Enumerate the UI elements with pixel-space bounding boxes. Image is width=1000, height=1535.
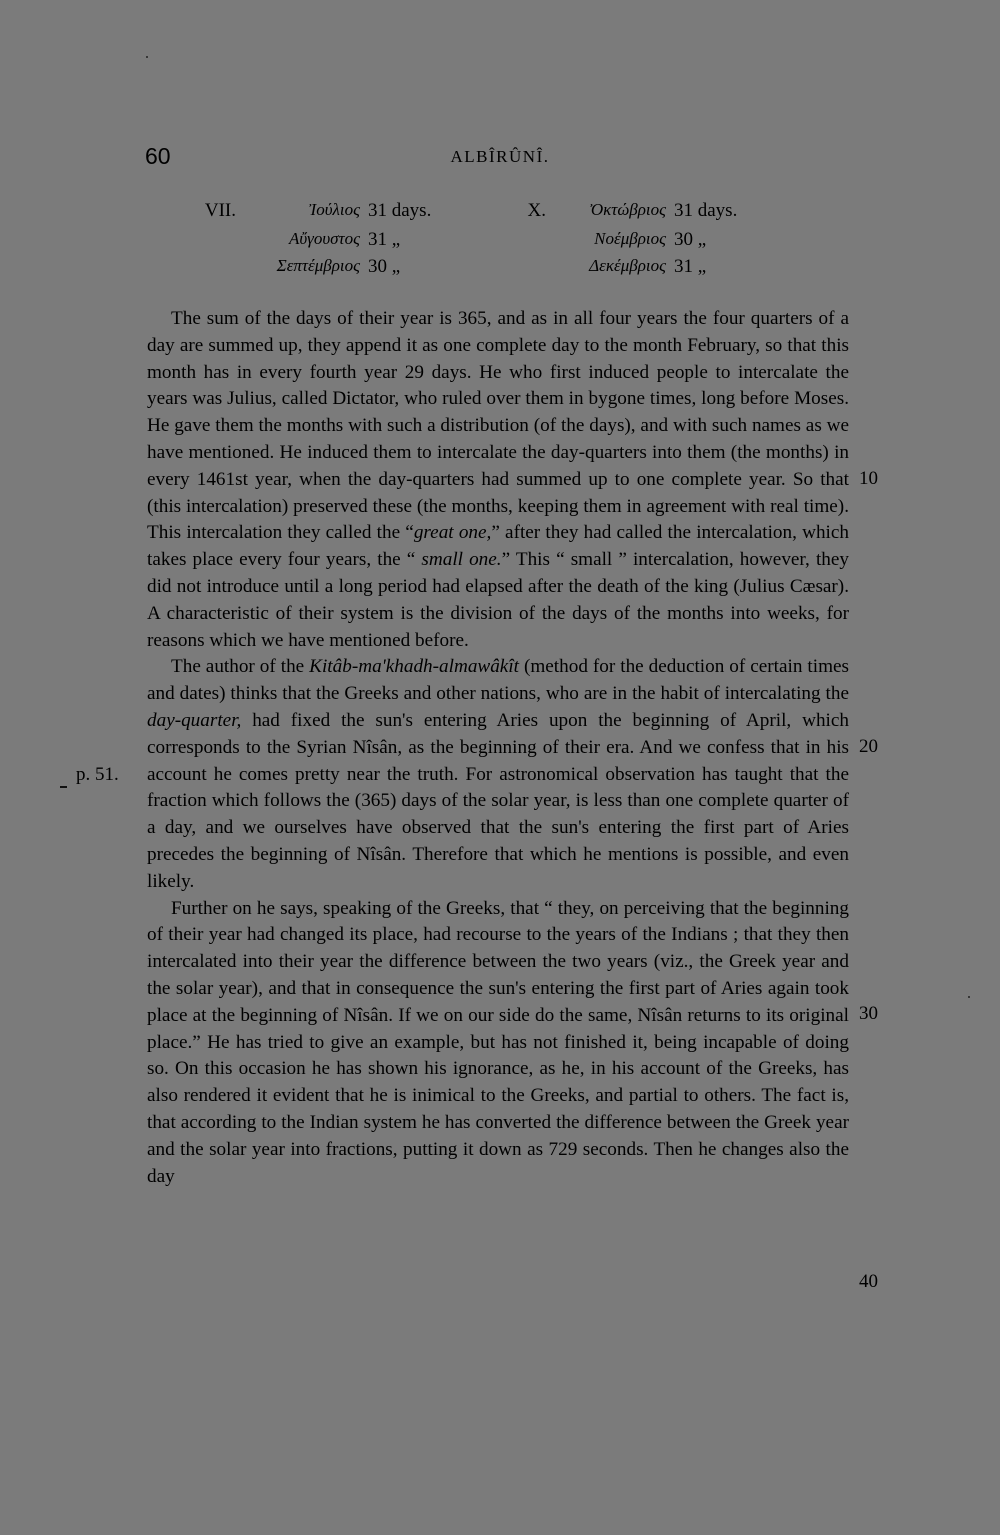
line-number: 20 [859, 736, 878, 757]
month-days: 31 days. [368, 200, 432, 221]
month-days: 31 „ [674, 256, 707, 277]
month-numeral: VII. [204, 200, 236, 221]
text-run: The author of the [171, 656, 310, 678]
month-name: Αὔγουστος [288, 229, 360, 248]
italic-text: Kitâb-ma'khadh-almawâkît [309, 656, 519, 678]
page-reference: p. 51. [76, 764, 119, 785]
italic-text: day-quarter, [147, 709, 242, 731]
month-name: Δεκέμβριος [589, 256, 666, 275]
page-number: 60 [145, 143, 171, 169]
body-text [147, 306, 849, 1190]
month-name: Νοέμβριος [594, 229, 666, 248]
margin-dash [60, 786, 67, 788]
text-run: Further on he says, speaking of the Greeks, that “ they, on perceiving that the beginning of their year had changed its place, had recourse to the years of the Indians ; that they then intercalated into their year the difference between the two years (viz., the Greek year and the solar year), and that in consequence the sun's entering the first part of Aries again took place at the beginning of Nîsân. If we on our side do the same, Nîsân returns to its original place.” He has tried to give an example, but has not finished it, being incapable of doing so. On this occasion he has shown his ignorance, as he, in his account of the Greeks, has also rendered it evident that he is inimical to the Greeks, and partial to others. The fact is, that according to the Indian system he has converted the difference between the Greek year and the solar year into fractions, putting it down as 729 seconds. Then he changes also the day [147, 897, 849, 1187]
line-number: 10 [859, 468, 878, 489]
text-run: ” after they had called the intercalation, which takes place every four years, the “ [147, 522, 849, 571]
paragraph [147, 896, 849, 1191]
scan-speck [968, 996, 970, 998]
running-head: ALBÎRÛNÎ. [450, 147, 550, 166]
text-run: The sum of the days of their year is 365, and as in all four years the four quarters of a day are summed up, they append it as one complete day to the month February, so that this month has in every fourth year 29 days. He who first induced people to intercalate the years was Julius, called Dictator, who ruled over them in bygone times, long before Moses. He gave them the months with such a distribution (of the days), and with such names as we have mentioned. He induced them to intercalate the day-quarters into them (the months) in every 1461st year, when the day-quarters had summed up to one complete year. So that (this intercalation) preserved these (the months, keeping them in agreement with real time). This intercalation they called the “ [147, 308, 849, 544]
month-days: 31 days. [674, 200, 738, 221]
month-name: Ἰούλιος [308, 200, 360, 219]
scan-speck [146, 56, 148, 58]
month-name: Σεπτέμβριος [276, 256, 360, 275]
month-numeral: X. [527, 200, 546, 221]
text-run: had fixed the sun's entering Aries upon the beginning of April, which corresponds to the Syrian Nîsân, as the beginning of their era. And we confess that in his account he comes pretty near the truth. For astronomical observation has taught that the fraction which follows the (365) days of the solar year, is less than one complete quarter of a day, and we ourselves have observed that the sun's entering the first part of Aries precedes the beginning of Nîsân. Therefore that which he mentions is possible, and even likely. [147, 709, 849, 892]
italic-text: great one, [413, 522, 492, 544]
month-name: Ὀκτώβριος [589, 200, 666, 219]
italic-text: small one. [421, 549, 502, 571]
text-run: (method for the deduction of certain times and dates) thinks that the Greeks and other nations, who are in the habit of intercalating the [147, 656, 849, 705]
paragraph [147, 306, 849, 654]
month-days: 30 „ [674, 229, 707, 250]
line-number: 30 [859, 1003, 878, 1024]
line-number: 40 [859, 1271, 878, 1292]
text-run: ” This “ small ” intercalation, however, they did not introduce until a long period had elapsed after the death of the king (Julius Cæsar). A characteristic of their system is the division of the days of the months into weeks, for reasons which we have mentioned before. [147, 549, 849, 651]
month-days: 31 „ [368, 229, 401, 250]
month-days: 30 „ [368, 256, 401, 277]
paragraph [147, 654, 849, 895]
